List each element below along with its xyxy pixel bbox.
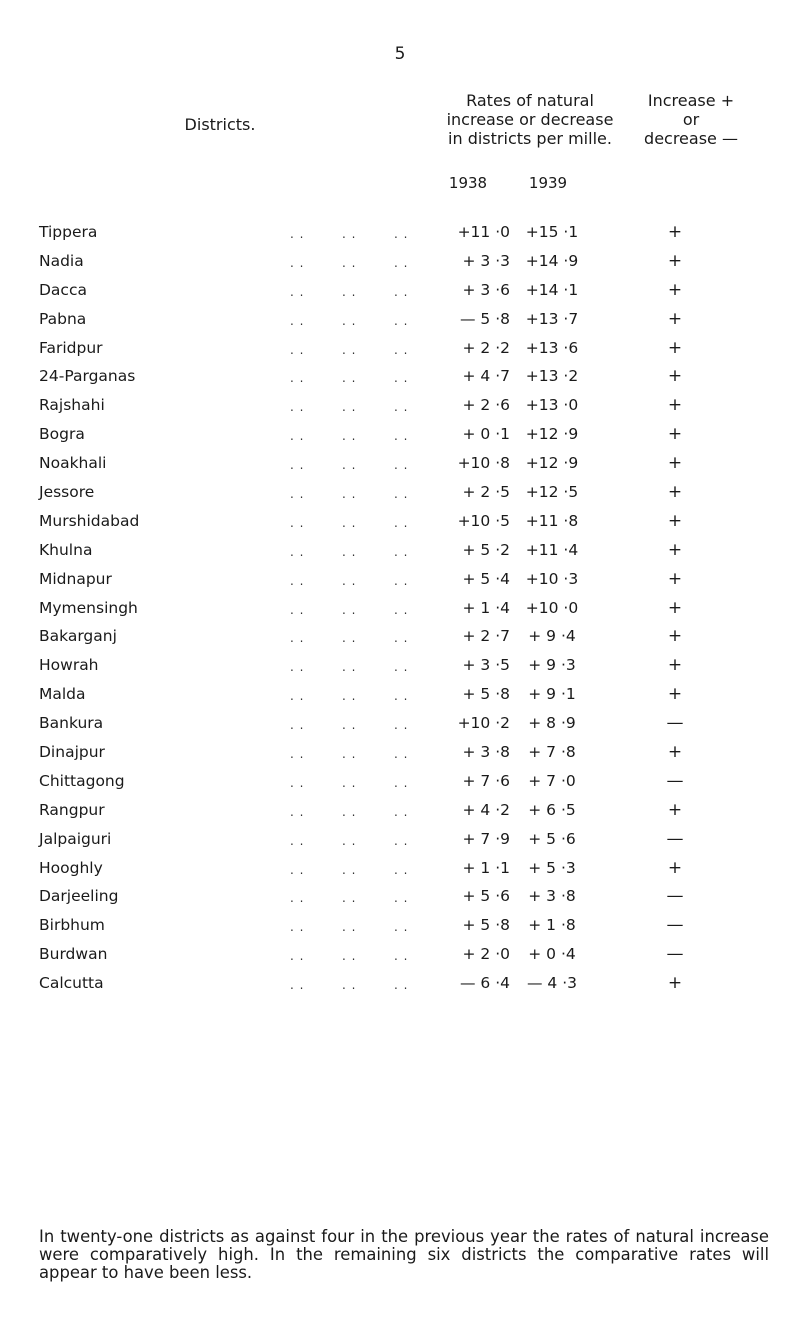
- rate-1939: +11 ·4: [525, 540, 579, 559]
- rate-1938: +11 ·0: [457, 223, 510, 241]
- rate-1939: + 9 ·1: [528, 685, 576, 704]
- dot-leader-segment: . .: [394, 833, 409, 848]
- change-sign: +: [667, 366, 683, 387]
- change-sign: —: [666, 944, 684, 965]
- table-row: [0, 453, 800, 482]
- rate-1938: + 1 ·1: [462, 858, 510, 877]
- rate-1939: +12 ·9: [525, 454, 579, 473]
- dot-leader-segment: . .: [290, 833, 305, 848]
- dot-leader-segment: . .: [342, 631, 357, 646]
- district-name: Chittagong: [39, 771, 125, 790]
- dot-leader: [290, 571, 440, 591]
- dot-leader-segment: . .: [290, 660, 305, 675]
- change-column-header: [616, 91, 766, 148]
- district-name: Burdwan: [39, 945, 108, 964]
- table-row: [0, 626, 800, 655]
- districts-column-header: Districts.: [184, 115, 256, 134]
- table-row: [0, 742, 800, 771]
- dot-leader: [290, 484, 440, 504]
- dot-leader: [290, 802, 440, 822]
- table-row: [0, 511, 800, 540]
- table-row: [0, 829, 800, 858]
- rate-1939: +13 ·7: [525, 309, 579, 328]
- dot-leader: [290, 426, 440, 446]
- dot-leader-segment: . .: [290, 255, 305, 270]
- rate-1938: — 6 ·4: [459, 974, 510, 993]
- dot-leader-segment: . .: [342, 313, 357, 328]
- dot-leader-segment: . .: [342, 429, 357, 444]
- district-name: Tippera: [39, 223, 98, 241]
- dot-leader-segment: . .: [342, 458, 357, 473]
- district-table: [0, 222, 800, 1002]
- rate-1939: +13 ·6: [525, 338, 579, 357]
- dot-leader: [290, 946, 440, 966]
- dot-leader: [290, 513, 440, 533]
- rate-1938: + 5 ·2: [462, 540, 510, 559]
- district-name: Nadia: [39, 251, 84, 270]
- rate-1938: + 5 ·4: [462, 569, 510, 588]
- dot-leader-segment: . .: [342, 400, 357, 415]
- district-name: Rangpur: [39, 800, 105, 819]
- rate-1938: + 3 ·6: [462, 280, 510, 299]
- dot-leader-segment: . .: [342, 602, 357, 617]
- dot-leader-segment: . .: [342, 833, 357, 848]
- dot-leader: [290, 397, 440, 417]
- dot-leader-segment: . .: [342, 371, 357, 386]
- rates-header-line-2: increase or decrease: [446, 110, 614, 129]
- change-sign: +: [667, 453, 683, 474]
- rate-1938: + 2 ·2: [462, 338, 510, 357]
- dot-leader-segment: . .: [290, 775, 305, 790]
- dot-leader-segment: . .: [394, 284, 409, 299]
- dot-leader: [290, 340, 440, 360]
- rate-1938: +10 ·2: [457, 714, 510, 733]
- change-sign: +: [667, 482, 683, 503]
- dot-leader-segment: . .: [394, 227, 409, 241]
- rate-1939: + 1 ·8: [528, 916, 576, 935]
- dot-leader-segment: . .: [394, 891, 409, 906]
- table-row: [0, 424, 800, 453]
- change-header-line-3: decrease —: [644, 129, 738, 148]
- dot-leader: [290, 744, 440, 764]
- rate-1939: + 7 ·0: [528, 771, 576, 790]
- dot-leader-segment: . .: [290, 573, 305, 588]
- rate-1939: +13 ·2: [525, 367, 579, 386]
- rate-1939: +14 ·1: [525, 280, 579, 299]
- district-name: Noakhali: [39, 454, 107, 473]
- dot-leader: [290, 657, 440, 677]
- change-sign: —: [666, 886, 684, 907]
- dot-leader-segment: . .: [290, 631, 305, 646]
- table-row: [0, 858, 800, 887]
- dot-leader-segment: . .: [342, 342, 357, 357]
- dot-leader-segment: . .: [290, 804, 305, 819]
- dot-leader: [290, 600, 440, 620]
- change-sign: +: [667, 626, 683, 647]
- table-row: [0, 800, 800, 829]
- dot-leader-segment: . .: [342, 862, 357, 877]
- dot-leader-segment: . .: [342, 487, 357, 502]
- year-1938-header: 1938: [448, 174, 488, 192]
- rate-1939: +12 ·5: [525, 483, 579, 502]
- rate-1938: + 2 ·6: [462, 396, 510, 415]
- rate-1938: + 0 ·1: [462, 425, 510, 444]
- dot-leader-segment: . .: [342, 515, 357, 530]
- dot-leader-segment: . .: [342, 804, 357, 819]
- dot-leader-segment: . .: [394, 920, 409, 935]
- rate-1939: + 6 ·5: [528, 800, 576, 819]
- rate-1939: + 9 ·3: [528, 656, 576, 675]
- change-sign: —: [666, 770, 684, 791]
- table-row: [0, 222, 800, 251]
- rate-1938: + 5 ·6: [462, 887, 510, 906]
- dot-leader: [290, 888, 440, 908]
- dot-leader-segment: . .: [394, 544, 409, 559]
- rate-1938: — 5 ·8: [459, 309, 510, 328]
- dot-leader-segment: . .: [342, 255, 357, 270]
- rate-1938: +10 ·8: [457, 454, 510, 473]
- rate-1939: + 0 ·4: [528, 945, 576, 964]
- change-sign: +: [667, 568, 683, 589]
- district-name: Bakarganj: [39, 627, 117, 646]
- dot-leader-segment: . .: [394, 775, 409, 790]
- dot-leader-segment: . .: [342, 573, 357, 588]
- table-row: [0, 309, 800, 338]
- change-header-line-2: or: [682, 110, 700, 129]
- dot-leader-segment: . .: [342, 660, 357, 675]
- dot-leader-segment: . .: [290, 342, 305, 357]
- dot-leader-segment: . .: [290, 515, 305, 530]
- table-row: [0, 915, 800, 944]
- dot-leader-segment: . .: [342, 227, 357, 241]
- dot-leader-segment: . .: [290, 602, 305, 617]
- change-sign: +: [667, 424, 683, 445]
- rate-1938: + 5 ·8: [462, 685, 510, 704]
- rate-1938: +10 ·5: [457, 511, 510, 530]
- district-name: Dinajpur: [39, 743, 105, 762]
- rate-1938: + 1 ·4: [462, 598, 510, 617]
- dot-leader-segment: . .: [394, 949, 409, 964]
- district-name: Pabna: [39, 309, 87, 328]
- dot-leader-segment: . .: [394, 515, 409, 530]
- dot-leader-segment: . .: [342, 747, 357, 762]
- district-name: Calcutta: [39, 974, 104, 993]
- district-name: Midnapur: [39, 569, 112, 588]
- rate-1938: + 5 ·8: [462, 916, 510, 935]
- dot-leader-segment: . .: [290, 891, 305, 906]
- dot-leader: [290, 917, 440, 937]
- rate-1939: + 9 ·4: [528, 627, 576, 646]
- district-name: Birbhum: [39, 916, 105, 935]
- change-sign: +: [667, 250, 683, 271]
- dot-leader: [290, 224, 440, 244]
- change-header-line-1: Increase +: [647, 91, 735, 110]
- rates-header-line-3: in districts per mille.: [448, 129, 612, 148]
- dot-leader-segment: . .: [342, 775, 357, 790]
- rate-1938: + 3 ·3: [462, 251, 510, 270]
- district-name: Bogra: [39, 425, 85, 444]
- dot-leader-segment: . .: [394, 718, 409, 733]
- rate-1939: +12 ·9: [525, 425, 579, 444]
- rate-1939: +10 ·3: [525, 569, 579, 588]
- change-sign: +: [667, 973, 683, 994]
- dot-leader-segment: . .: [394, 429, 409, 444]
- rate-1938: + 7 ·9: [462, 829, 510, 848]
- rate-1939: + 3 ·8: [528, 887, 576, 906]
- dot-leader-segment: . .: [290, 718, 305, 733]
- dot-leader-segment: . .: [394, 602, 409, 617]
- change-sign: +: [667, 539, 683, 560]
- rate-1939: +11 ·8: [525, 511, 579, 530]
- rate-1939: +15 ·1: [525, 223, 579, 241]
- dot-leader-segment: . .: [290, 371, 305, 386]
- table-row: [0, 569, 800, 598]
- table-row: [0, 598, 800, 627]
- dot-leader: [290, 975, 440, 995]
- rate-1938: + 2 ·7: [462, 627, 510, 646]
- dot-leader-segment: . .: [394, 342, 409, 357]
- dot-leader-segment: . .: [290, 313, 305, 328]
- table-row: [0, 482, 800, 511]
- dot-leader-segment: . .: [342, 284, 357, 299]
- dot-leader-segment: . .: [342, 949, 357, 964]
- rate-1938: + 4 ·2: [462, 800, 510, 819]
- rate-1939: +10 ·0: [525, 598, 579, 617]
- table-row: [0, 366, 800, 395]
- year-1939-header: 1939: [528, 174, 568, 192]
- rate-1939: + 5 ·6: [528, 829, 576, 848]
- dot-leader-segment: . .: [394, 487, 409, 502]
- dot-leader: [290, 368, 440, 388]
- district-name: Darjeeling: [39, 887, 119, 906]
- dot-leader-segment: . .: [290, 978, 305, 993]
- dot-leader: [290, 628, 440, 648]
- rate-1938: + 3 ·8: [462, 743, 510, 762]
- table-row: [0, 540, 800, 569]
- table-row: [0, 886, 800, 915]
- dot-leader-segment: . .: [394, 862, 409, 877]
- dot-leader-segment: . .: [290, 400, 305, 415]
- district-name: Mymensingh: [39, 598, 138, 617]
- rate-1939: +14 ·9: [525, 251, 579, 270]
- table-row: [0, 338, 800, 367]
- change-sign: +: [667, 510, 683, 531]
- table-row: [0, 944, 800, 973]
- change-sign: —: [666, 915, 684, 936]
- change-sign: +: [667, 597, 683, 618]
- dot-leader: [290, 455, 440, 475]
- dot-leader-segment: . .: [394, 400, 409, 415]
- dot-leader-segment: . .: [342, 978, 357, 993]
- change-sign: +: [667, 395, 683, 416]
- dot-leader-segment: . .: [290, 949, 305, 964]
- dot-leader-segment: . .: [394, 978, 409, 993]
- change-sign: +: [667, 279, 683, 300]
- change-sign: +: [667, 742, 683, 763]
- table-row: [0, 251, 800, 280]
- district-name: Rajshahi: [39, 396, 105, 415]
- dot-leader-segment: . .: [394, 371, 409, 386]
- district-name: Jalpaiguri: [39, 829, 112, 848]
- change-sign: +: [667, 308, 683, 329]
- change-sign: +: [667, 799, 683, 820]
- district-name: Howrah: [39, 656, 99, 675]
- change-sign: +: [667, 222, 683, 242]
- table-row: [0, 280, 800, 309]
- dot-leader-segment: . .: [394, 458, 409, 473]
- dot-leader-segment: . .: [394, 313, 409, 328]
- dot-leader-segment: . .: [342, 689, 357, 704]
- dot-leader-segment: . .: [290, 458, 305, 473]
- dot-leader: [290, 860, 440, 880]
- dot-leader-segment: . .: [394, 573, 409, 588]
- table-row: [0, 771, 800, 800]
- district-name: 24-Parganas: [39, 367, 136, 386]
- dot-leader-segment: . .: [290, 429, 305, 444]
- rate-1938: + 3 ·5: [462, 656, 510, 675]
- dot-leader-segment: . .: [394, 631, 409, 646]
- dot-leader-segment: . .: [342, 544, 357, 559]
- table-row: [0, 713, 800, 742]
- change-sign: —: [666, 713, 684, 734]
- dot-leader-segment: . .: [290, 544, 305, 559]
- dot-leader: [290, 773, 440, 793]
- dot-leader-segment: . .: [394, 747, 409, 762]
- dot-leader: [290, 253, 440, 273]
- page-number: 5: [394, 44, 406, 64]
- dot-leader-segment: . .: [290, 284, 305, 299]
- table-row: [0, 395, 800, 424]
- dot-leader-segment: . .: [342, 920, 357, 935]
- change-sign: +: [667, 655, 683, 676]
- dot-leader-segment: . .: [290, 689, 305, 704]
- district-name: Jessore: [39, 483, 95, 502]
- change-sign: +: [667, 684, 683, 705]
- rate-1939: + 7 ·8: [528, 743, 576, 762]
- dot-leader-segment: . .: [290, 227, 305, 241]
- district-name: Murshidabad: [39, 511, 140, 530]
- dot-leader: [290, 831, 440, 851]
- dot-leader: [290, 311, 440, 331]
- rates-header-line-1: Rates of natural: [466, 91, 594, 110]
- change-sign: +: [667, 337, 683, 358]
- dot-leader-segment: . .: [290, 747, 305, 762]
- district-name: Faridpur: [39, 338, 103, 357]
- dot-leader-segment: . .: [394, 660, 409, 675]
- dot-leader-segment: . .: [290, 487, 305, 502]
- dot-leader: [290, 282, 440, 302]
- dot-leader-segment: . .: [394, 255, 409, 270]
- rate-1938: + 7 ·6: [462, 771, 510, 790]
- table-row: [0, 655, 800, 684]
- dot-leader: [290, 542, 440, 562]
- rate-1939: + 5 ·3: [528, 858, 576, 877]
- rate-1938: + 2 ·5: [462, 483, 510, 502]
- dot-leader-segment: . .: [342, 718, 357, 733]
- table-row: [0, 684, 800, 713]
- table-row: [0, 973, 800, 1002]
- district-name: Malda: [39, 685, 86, 704]
- rate-1939: + 8 ·9: [528, 714, 576, 733]
- dot-leader: [290, 686, 440, 706]
- summary-paragraph: In twenty-one districts as against four in the previous year the rates of natural increase were comparatively high. In the remaining six districts the comparative rates will appear to have been less.: [39, 1227, 769, 1282]
- district-name: Khulna: [39, 540, 93, 559]
- change-sign: —: [666, 828, 684, 849]
- dot-leader-segment: . .: [394, 804, 409, 819]
- dot-leader-segment: . .: [290, 920, 305, 935]
- dot-leader-segment: . .: [394, 689, 409, 704]
- rate-1939: +13 ·0: [525, 396, 579, 415]
- district-name: Hooghly: [39, 858, 103, 877]
- district-name: Bankura: [39, 714, 104, 733]
- change-sign: +: [667, 857, 683, 878]
- rate-1939: — 4 ·3: [526, 974, 577, 993]
- dot-leader-segment: . .: [342, 891, 357, 906]
- rate-1938: + 4 ·7: [462, 367, 510, 386]
- rate-1938: + 2 ·0: [462, 945, 510, 964]
- district-name: Dacca: [39, 280, 87, 299]
- dot-leader-segment: . .: [290, 862, 305, 877]
- dot-leader: [290, 715, 440, 735]
